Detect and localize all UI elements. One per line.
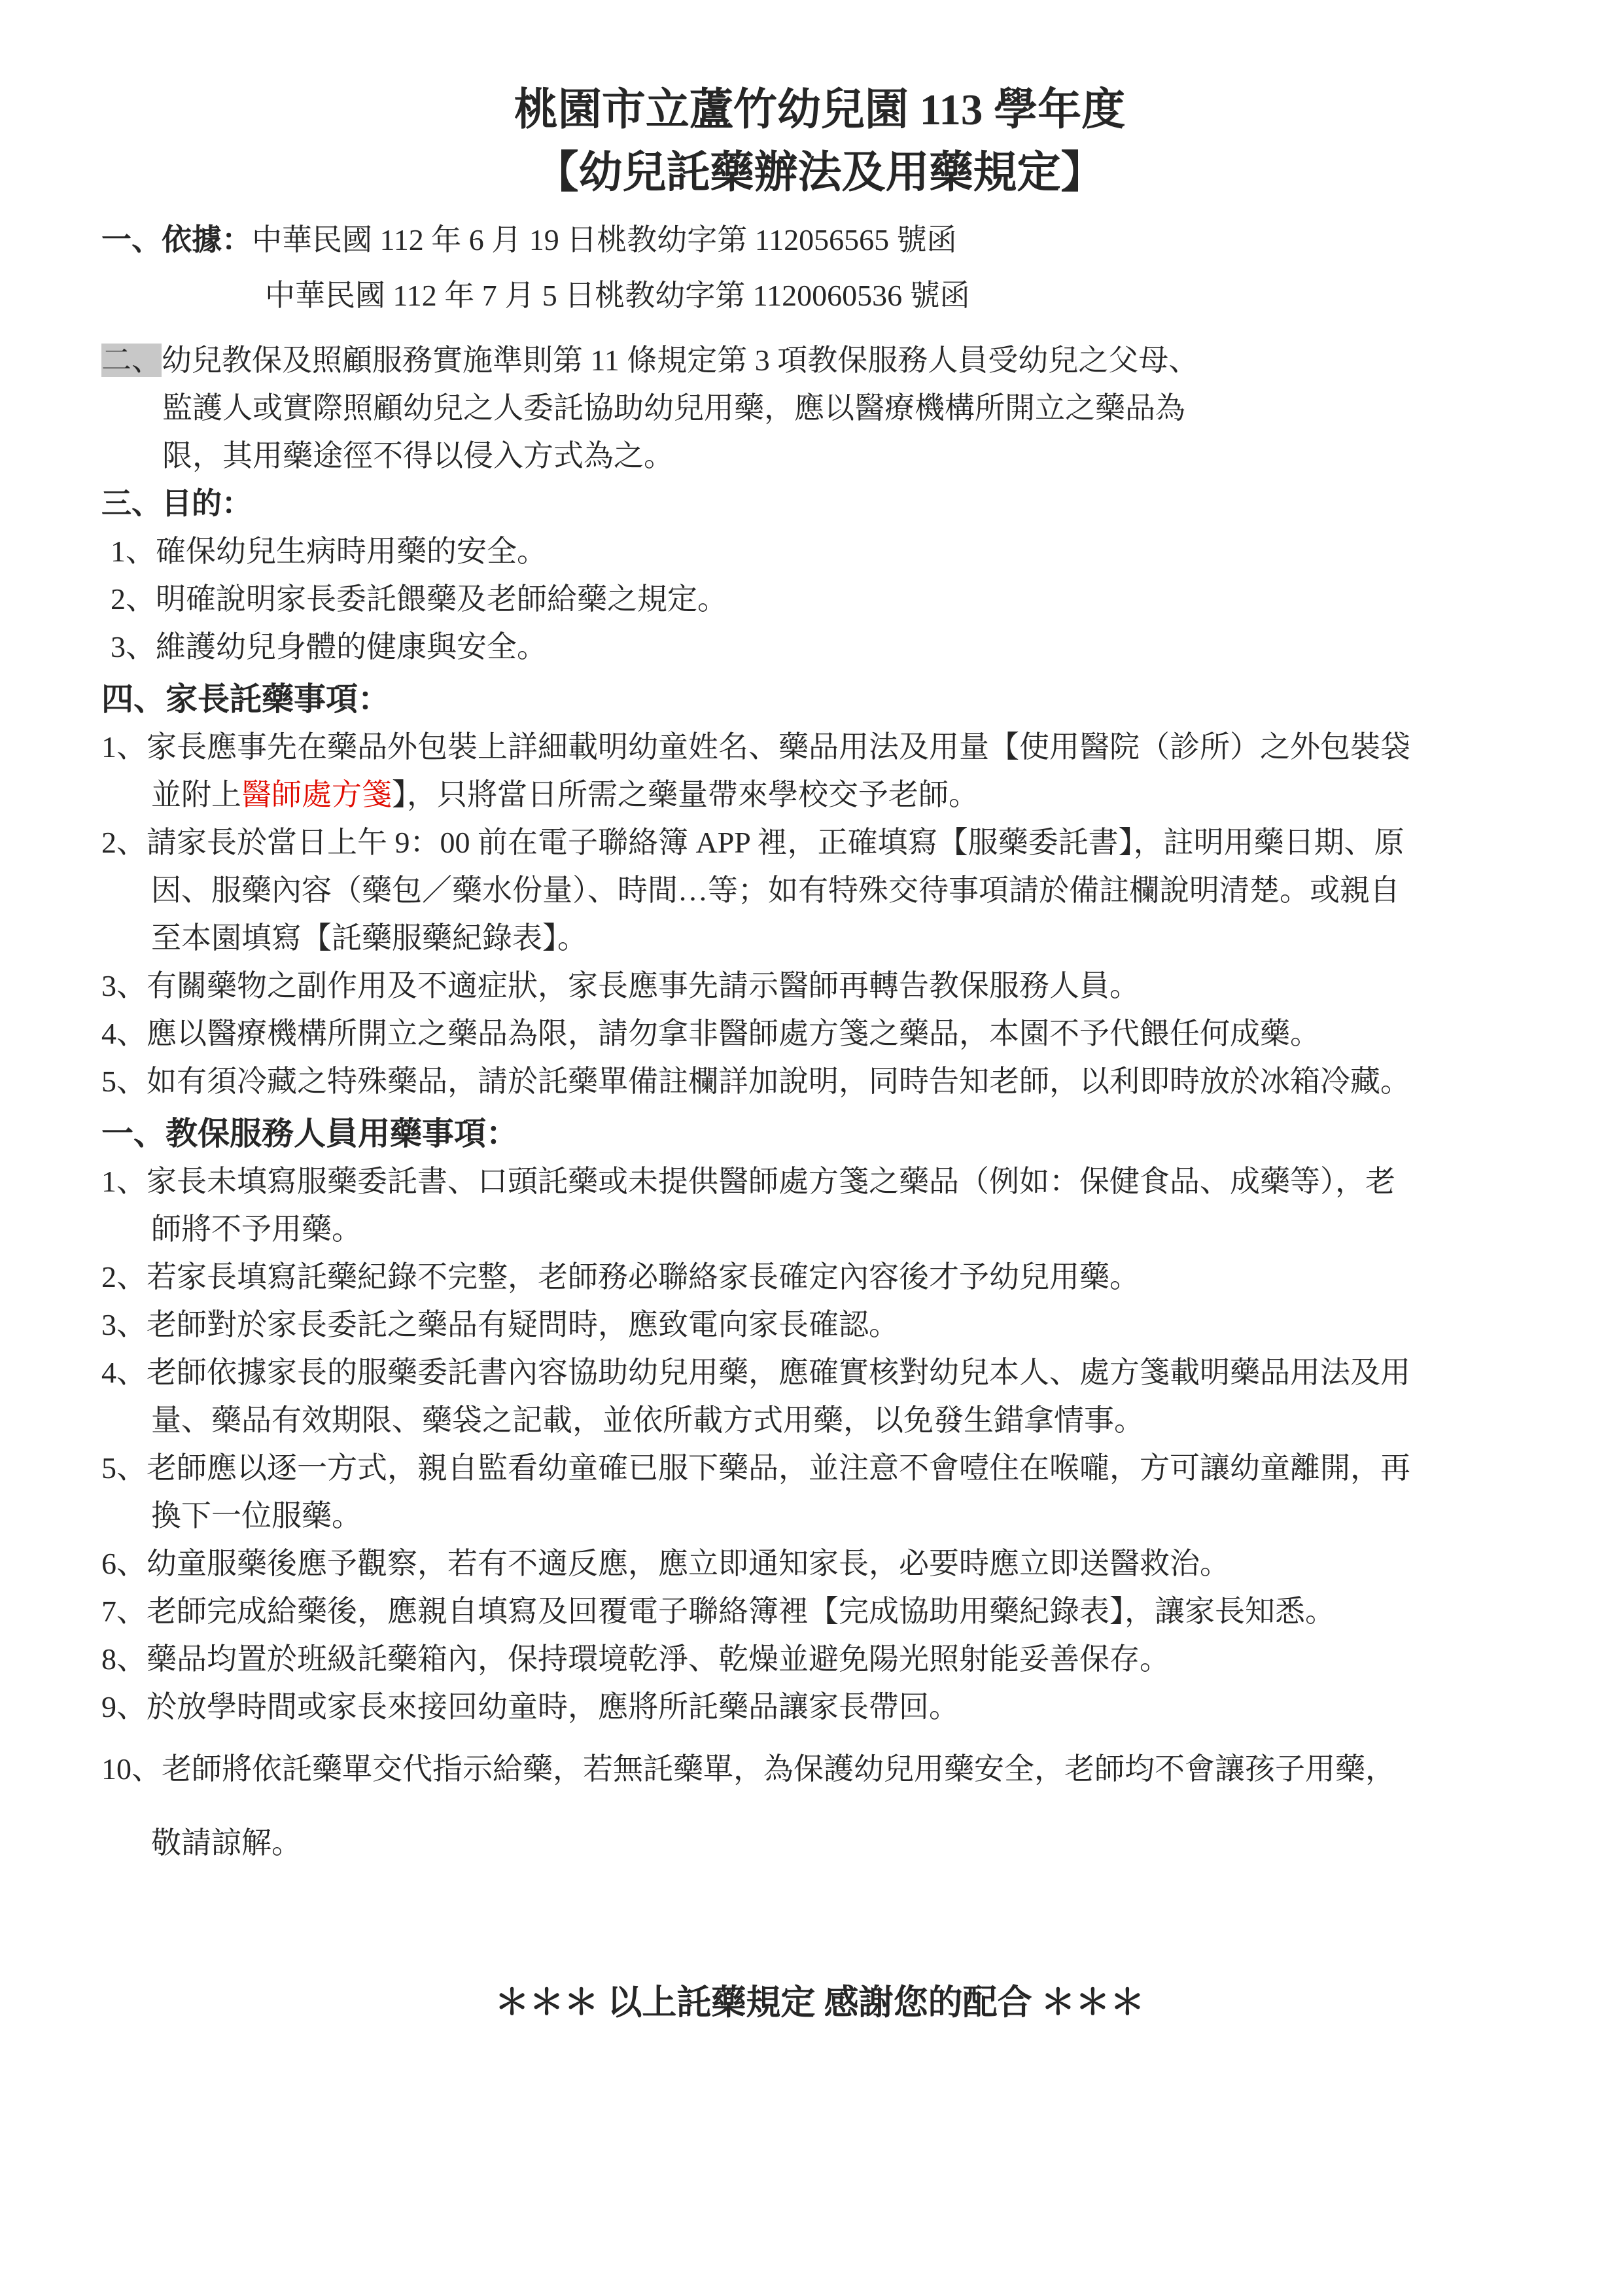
prescription-red-text: 醫師處方箋 [241, 778, 392, 811]
staff-rule-8: 8、藥品均置於班級託藥箱內，保持環境乾淨、乾燥並避免陽光照射能妥善保存。 [101, 1642, 1170, 1676]
document-title [101, 79, 1538, 204]
staff-rule-3: 3、老師對於家長委託之藥品有疑問時，應致電向家長確認。 [101, 1308, 899, 1341]
basis-line-2: 中華民國 112 年 7 月 5 日桃教幼字第 1120060536 號函 [265, 279, 970, 312]
basis-text-1: 中華民國 112 年 6 月 19 日桃教幼字第 112056565 號函 [252, 223, 957, 256]
staff-rules-heading: 一、教保服務人員用藥事項： [101, 1116, 519, 1152]
parent-rule-5: 5、如有須冷藏之特殊藥品，請於託藥單備註欄詳加說明，同時告知老師，以利即時放於冰箱冷藏。 [101, 1065, 1410, 1098]
parent-rule-2-line-2: 因、服藥內容（藥包／藥水份量）、時間…等；如有特殊交待事項請於備註欄說明清楚。或親自 [151, 874, 1400, 907]
staff-rule-5-line-2: 換下一位服藥。 [151, 1499, 362, 1532]
purpose-item-1: 1、確保幼兒生病時用藥的安全。 [111, 535, 547, 568]
staff-rule-2: 2、若家長填寫託藥紀錄不完整，老師務必聯絡家長確定內容後才予幼兒用藥。 [101, 1260, 1140, 1294]
staff-rule-7: 7、老師完成給藥後，應親自填寫及回覆電子聯絡簿裡【完成協助用藥紀錄表】，讓家長知悉。 [101, 1595, 1335, 1628]
closing-line: ＊＊＊ 以上託藥規定 感謝您的配合 ＊＊＊ [495, 1984, 1145, 2022]
staff-rule-1-line-1: 1、家長未填寫服藥委託書、口頭託藥或未提供醫師處方箋之藥品（例如：保健食品、成藥等），老 [101, 1165, 1395, 1198]
purpose-item-2: 2、明確說明家長委託餵藥及老師給藥之規定。 [111, 582, 727, 616]
parent-rules-heading: 四、家長託藥事項： [101, 681, 391, 717]
parent-rule-1-pre: 並附上 [151, 778, 241, 811]
purpose-heading: 三、目的： [101, 487, 252, 520]
parent-rule-1-line-1: 1、家長應事先在藥品外包裝上詳細載明幼童姓名、藥品用法及用量【使用醫院（診所）之外包裝袋 [101, 730, 1410, 764]
regulation-marker-highlight: 二、 [101, 344, 162, 377]
purpose-item-3: 3、維護幼兒身體的健康與安全。 [111, 630, 547, 663]
staff-rule-10-line-1: 10、老師將依託藥單交代指示給藥，若無託藥單，為保護幼兒用藥安全，老師均不會讓孩子用藥， [101, 1752, 1395, 1786]
staff-rule-9: 9、於放學時間或家長來接回幼童時，應將所託藥品讓家長帶回。 [101, 1690, 959, 1723]
parent-rule-1-post: 】，只將當日所需之藥量帶來學校交予老師。 [392, 778, 979, 811]
staff-rule-10-line-2: 敬請諒解。 [151, 1826, 302, 1860]
basis-line-1 [101, 216, 1538, 264]
staff-rule-4-line-2: 量、藥品有效期限、藥袋之記載，並依所載方式用藥，以免發生錯拿情事。 [151, 1404, 1144, 1437]
parent-rule-1-line-2 [101, 771, 1538, 819]
staff-rule-5-line-1: 5、老師應以逐一方式，親自監看幼童確已服下藥品，並注意不會噎住在喉嚨，方可讓幼童離開，再 [101, 1451, 1410, 1485]
staff-rule-4-line-1: 4、老師依據家長的服藥委託書內容協助幼兒用藥，應確實核對幼兒本人、處方箋載明藥品用法及用 [101, 1356, 1410, 1389]
title-line-1: 桃園市立蘆竹幼兒園 113 學年度 [514, 86, 1126, 134]
staff-rule-6: 6、幼童服藥後應予觀察，若有不適反應，應立即通知家長，必要時應立即送醫救治。 [101, 1547, 1230, 1580]
basis-label: 一、依據： [101, 223, 252, 256]
parent-rule-3: 3、有關藥物之副作用及不適症狀，家長應事先請示醫師再轉告教保服務人員。 [101, 969, 1140, 1002]
regulation-line-2: 監護人或實際照顧幼兒之人委託協助幼兒用藥，應以醫療機構所開立之藥品為 [162, 391, 1185, 425]
parent-rule-2-line-3: 至本園填寫【託藥服藥紀錄表】。 [151, 921, 587, 955]
parent-rule-4: 4、應以醫療機構所開立之藥品為限，請勿拿非醫師處方箋之藥品，本園不予代餵任何成藥。 [101, 1017, 1320, 1050]
staff-rule-1-line-2: 師將不予用藥。 [151, 1212, 362, 1246]
regulation-text-1: 幼兒教保及照顧服務實施準則第 11 條規定第 3 項教保服務人員受幼兒之父母、 [162, 344, 1199, 377]
regulation-line-3: 限，其用藥途徑不得以侵入方式為之。 [162, 439, 674, 472]
parent-rule-2-line-1: 2、請家長於當日上午 9：00 前在電子聯絡簿 APP 裡，正確填寫【服藥委託書】，註明用藥日期、原 [101, 826, 1405, 859]
regulation-line-1 [101, 336, 1538, 384]
title-line-2: 【幼兒託藥辦法及用藥規定】 [534, 149, 1105, 197]
